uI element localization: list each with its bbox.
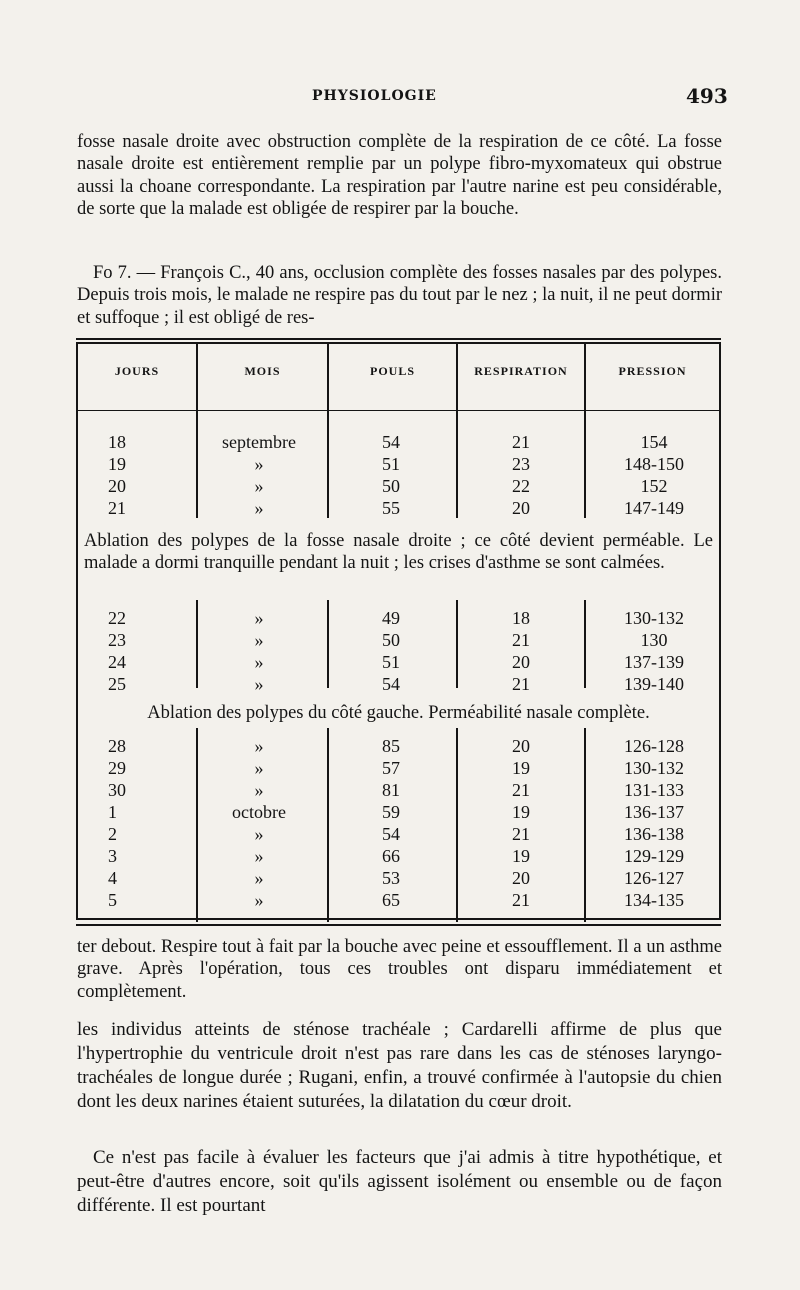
cell-day: 20 — [108, 476, 126, 496]
cell-respiration: 21 — [512, 890, 530, 910]
table-row — [78, 476, 719, 498]
cell-month: » — [254, 868, 264, 888]
after-table-paragraph-text: ter debout. Respire tout à fait par la bouche avec peine et essoufflement. Il a un asthme grave. Après l'opération, tous ces troubles ont disparu immédiatement et complètement. — [77, 937, 722, 1002]
cell-day: 19 — [108, 454, 126, 474]
cell-month: » — [254, 674, 264, 694]
cell-day: 24 — [108, 652, 126, 672]
cell-month: » — [254, 846, 264, 866]
page-number: 493 — [686, 84, 728, 108]
cell-respiration: 20 — [512, 736, 530, 756]
cell-pression: 130-132 — [624, 758, 684, 778]
table-row — [78, 890, 719, 912]
cell-month: » — [254, 736, 264, 756]
cell-pression: 148-150 — [624, 454, 684, 474]
cell-day: 28 — [108, 736, 126, 756]
cell-day: 30 — [108, 780, 126, 800]
cell-pression: 137-139 — [624, 652, 684, 672]
cell-month: » — [254, 630, 264, 650]
cell-pression: 152 — [640, 476, 668, 496]
cell-respiration: 23 — [512, 454, 530, 474]
header-pouls: POULS — [369, 364, 415, 378]
cell-pouls: 66 — [382, 846, 400, 866]
cell-day: 29 — [108, 758, 126, 778]
header-jours: JOURS — [114, 364, 160, 378]
cell-pouls: 55 — [382, 498, 400, 518]
cell-respiration: 18 — [512, 608, 530, 628]
table-note-2-text: Ablation des polypes du côté gauche. Perméabilité nasale complète. — [147, 703, 650, 723]
cell-day: 22 — [108, 608, 126, 628]
cell-month: septembre — [222, 432, 296, 452]
cell-pouls: 65 — [382, 890, 400, 910]
table-row — [78, 674, 719, 696]
cell-pouls: 59 — [382, 802, 400, 822]
table-row — [78, 802, 719, 824]
cell-pouls: 54 — [382, 674, 400, 694]
table-row — [78, 758, 719, 780]
cell-pression: 130 — [640, 630, 668, 650]
cell-pouls: 49 — [382, 608, 400, 628]
cell-day: 21 — [108, 498, 126, 518]
header-mois: MOIS — [244, 364, 281, 378]
cell-respiration: 21 — [512, 780, 530, 800]
cell-pression: 131-133 — [624, 780, 684, 800]
intro-paragraph-text: fosse nasale droite avec obstruction complète de la respiration de ce côté. La fosse nasale droite est entièrement remplie par un polype fibro-myxomateux qui obstrue aussi la choane correspondante. La respiration par l'autre narine est peu considérable, de sorte que la malade est obligée de respirer par la bouche. — [77, 132, 722, 220]
cell-respiration: 21 — [512, 432, 530, 452]
cell-respiration: 21 — [512, 630, 530, 650]
cell-pression: 136-137 — [624, 802, 684, 822]
table-note-1 — [78, 530, 719, 574]
cell-respiration: 20 — [512, 652, 530, 672]
cell-pression: 130-132 — [624, 608, 684, 628]
cell-month: » — [254, 780, 264, 800]
cell-pouls: 57 — [382, 758, 400, 778]
header-rule — [78, 410, 719, 411]
body-paragraph-1-text: les individus atteints de sténose trachéale ; Cardarelli affirme de plus que l'hypertrophie du ventricule droit n'est pas rare dans les cas de sténoses laryngo-trachéales de longue durée ; Rugani, enfin, a trouvé confirmée à l'autopsie du chien dont les deux narines étaient suturées, la dilatation du cœur droit. — [77, 1019, 722, 1112]
cell-pouls: 51 — [382, 454, 400, 474]
cell-month: » — [254, 608, 264, 628]
cell-respiration: 21 — [512, 674, 530, 694]
table-note-2 — [78, 702, 719, 724]
cell-pouls: 54 — [382, 432, 400, 452]
cell-month: » — [254, 824, 264, 844]
cell-respiration: 20 — [512, 498, 530, 518]
cell-pression: 154 — [640, 432, 668, 452]
table-row — [78, 824, 719, 846]
cell-day: 5 — [108, 890, 117, 910]
cell-pression: 136-138 — [624, 824, 684, 844]
after-table-paragraph — [77, 936, 722, 1003]
table-row — [78, 780, 719, 802]
cell-pouls: 85 — [382, 736, 400, 756]
cell-pouls: 81 — [382, 780, 400, 800]
table-row — [78, 736, 719, 758]
cell-pression: 126-128 — [624, 736, 684, 756]
cell-pression: 139-140 — [624, 674, 684, 694]
cell-pression: 126-127 — [624, 868, 684, 888]
cell-pression: 129-129 — [624, 846, 684, 866]
cell-pouls: 50 — [382, 476, 400, 496]
cell-day: 18 — [108, 432, 126, 452]
body-paragraph-1 — [77, 1018, 722, 1114]
header-respiration: RESPIRATION — [474, 364, 568, 378]
cell-month: octobre — [232, 802, 286, 822]
cell-pression: 134-135 — [624, 890, 684, 910]
cell-month: » — [254, 454, 264, 474]
table-row — [78, 652, 719, 674]
cell-day: 1 — [108, 802, 117, 822]
body-paragraph-2-text: Ce n'est pas facile à évaluer les facteurs que j'ai admis à titre hypothétique, et peut-être d'autres encore, soit qu'ils agissent isolément ou ensemble ou de façon différente. Il est pourtant — [77, 1147, 722, 1216]
cell-month: » — [254, 476, 264, 496]
cell-day: 25 — [108, 674, 126, 694]
running-title: PHYSIOLOGIE — [312, 88, 437, 104]
cell-pouls: 50 — [382, 630, 400, 650]
cell-day: 4 — [108, 868, 117, 888]
intro-paragraph — [77, 131, 722, 221]
cell-pression: 147-149 — [624, 498, 684, 518]
cell-respiration: 19 — [512, 758, 530, 778]
body-paragraph-2 — [77, 1146, 722, 1218]
header-pression: PRESSION — [618, 364, 687, 378]
data-table — [76, 342, 721, 920]
cell-month: » — [254, 498, 264, 518]
case-paragraph — [77, 262, 722, 329]
cell-pouls: 53 — [382, 868, 400, 888]
table-row — [78, 454, 719, 476]
cell-month: » — [254, 890, 264, 910]
page-header — [0, 84, 800, 112]
cell-day: 3 — [108, 846, 117, 866]
cell-respiration: 19 — [512, 846, 530, 866]
table-row — [78, 608, 719, 630]
cell-month: » — [254, 758, 264, 778]
case-paragraph-text: Fo 7. — François C., 40 ans, occlusion complète des fosses nasales par des polypes. Depuis trois mois, le malade ne respire pas du tout par le nez ; la nuit, il ne peut dormir et suffoque ; il est obligé de res- — [77, 263, 722, 328]
table-row — [78, 868, 719, 890]
cell-pouls: 51 — [382, 652, 400, 672]
cell-respiration: 22 — [512, 476, 530, 496]
table-row — [78, 498, 719, 520]
cell-respiration: 19 — [512, 802, 530, 822]
cell-month: » — [254, 652, 264, 672]
table-row — [78, 630, 719, 652]
cell-day: 2 — [108, 824, 117, 844]
cell-respiration: 20 — [512, 868, 530, 888]
cell-respiration: 21 — [512, 824, 530, 844]
table-row — [78, 846, 719, 868]
table-note-1-text: Ablation des polypes de la fosse nasale droite ; ce côté devient perméable. Le malade a dormi tranquille pendant la nuit ; les crises d'asthme se sont calmées. — [84, 531, 713, 573]
cell-pouls: 54 — [382, 824, 400, 844]
cell-day: 23 — [108, 630, 126, 650]
table-row — [78, 432, 719, 454]
